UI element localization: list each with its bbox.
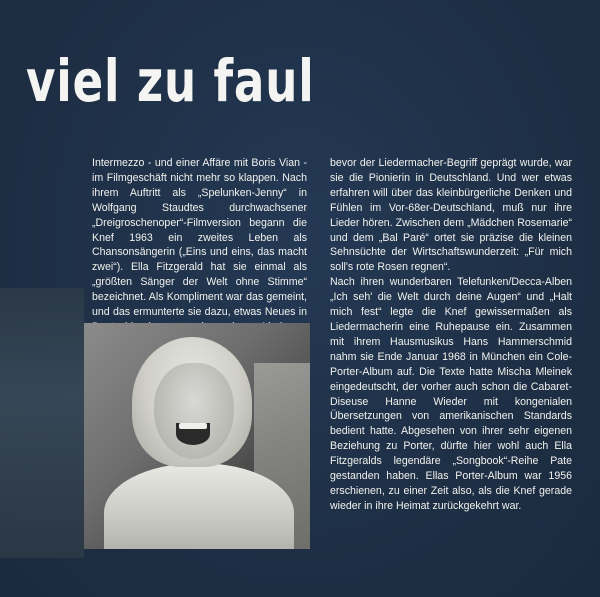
left-text-column	[92, 156, 307, 350]
left-paragraph: Intermezzo - und einer Affäre mit Boris Vian - im Filmgeschäft nicht mehr so klappen. Nach ihrem Auftritt als „Spelunken-Jenny“ in Wolfgang Staudtes durchwachsener „Dreigroschenoper“-Filmversion begann die Knef 1963 ein zweites Leben als Chansonsängerin („Eins und eins, das macht zwei“). Ella Fitzgerald hat sie einmal als „größten Sänger der Welt ohne Stimme“ bezeichnet. Als Kompliment war das gemeint, und das ermunterte sie dazu, etwas Neues in	[92, 157, 307, 319]
right-paragraph-2: Nach ihren wunderbaren Telefunken/Decca-Alben „Ich seh' die Welt durch deine Augen“ und „Halt mich fest“ legte die Knef gewissermaßen als Liedermacherin eine Ruhepause ein. Zusammen mit ihrem Hausmusikus Hans Hammerschmid nahm sie Ende Januar 1968 in München ein Cole-Porter-Album auf. Die Texte hatte Mischa Mleinek eingedeutscht, der vorher auch schon die Cabaret-Diseuse Hanne Wieder mit kongenialen Übersetzungen von amerikanischen Standards bedient hatte. Abgesehen von ihrer sehr eigenen Beziehung zu Porter, dürfte hier wohl auch Ella Fitzgeralds legendäre „Songbook“-Reihe Pate gestanden haben. Ellas Porter-Album war 1956 erschienen, zu einer Zeit also, als die Knef gerade wieder in ihre Heimat zurückgekehrt war.	[330, 276, 572, 512]
page-heading: viel zu faul	[26, 47, 315, 115]
photo-background-strip	[0, 288, 84, 558]
right-paragraph-1: bevor der Liedermacher-Begriff geprägt wurde, war sie die Pionierin in Deutschland. Und wer etwas erfahren will über das kleinbürgerliche Denken und Fühlen im Vor-68er-Deutschland, muß nur ihre Lieder hören. Zwischen dem „Mädchen Rosemarie“ und dem „Bal Paré“ ortet sie präzise die kleinen Sehnsüchte der Wirtschaftswunderzeit: „Für mich soll's rote Rosen regnen“.	[330, 157, 572, 274]
right-text-column	[330, 156, 572, 514]
singer-photo	[84, 323, 310, 549]
